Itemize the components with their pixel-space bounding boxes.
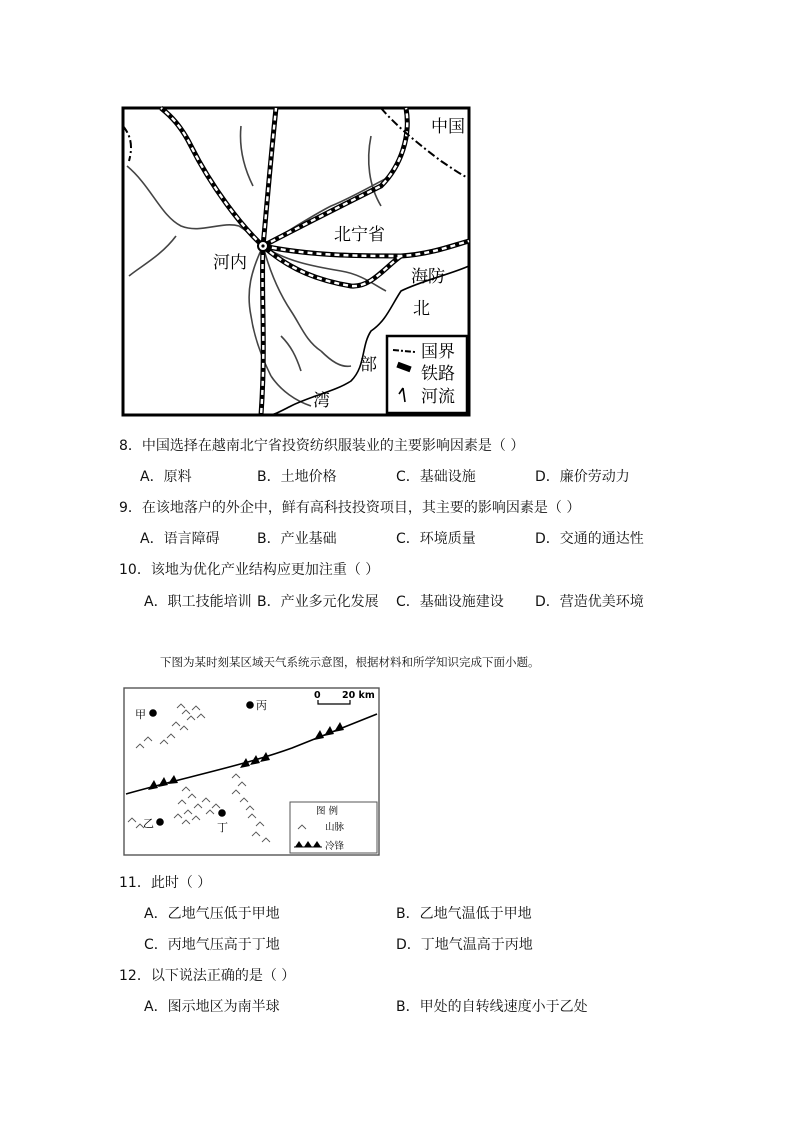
svg-text:0: 0 bbox=[314, 690, 321, 701]
label-bu: 部 bbox=[360, 355, 377, 375]
q10-option-a: A．职工技能培训 bbox=[144, 594, 252, 610]
question-12: 12．以下说法正确的是（ ） bbox=[119, 968, 296, 984]
question-9: 9．在该地落户的外企中，鲜有高科技投资项目，其主要的影响因素是（ ） bbox=[119, 500, 581, 516]
label-jia: 甲 bbox=[135, 708, 146, 721]
q11-option-d: D．丁地气温高于丙地 bbox=[396, 937, 533, 953]
label-yi: 乙 bbox=[143, 817, 154, 830]
q8-option-b: B．土地价格 bbox=[257, 469, 337, 485]
place-jia-dot bbox=[149, 709, 157, 717]
svg-text:20 km: 20 km bbox=[342, 690, 375, 701]
weather-system-map bbox=[122, 686, 382, 858]
q10-option-d: D．营造优美环境 bbox=[535, 594, 644, 610]
q9-option-a: A．语言障碍 bbox=[140, 531, 220, 547]
bac-ninh-map bbox=[121, 106, 472, 417]
svg-text:冷锋: 冷锋 bbox=[325, 841, 345, 852]
question-11: 11．此时（ ） bbox=[119, 875, 212, 891]
q11-option-c: C．丙地气压高于丁地 bbox=[144, 937, 280, 953]
map1-legend bbox=[387, 336, 467, 413]
legend-railway: 铁路 bbox=[421, 364, 455, 384]
q8-option-c: C．基础设施 bbox=[396, 469, 476, 485]
q9-option-c: C．环境质量 bbox=[396, 531, 476, 547]
q11-option-a: A．乙地气压低于甲地 bbox=[144, 906, 280, 922]
q10-option-b: B．产业多元化发展 bbox=[257, 594, 379, 610]
label-bacninh: 北宁省 bbox=[334, 225, 385, 245]
place-yi-dot bbox=[156, 818, 164, 826]
map2-legend bbox=[290, 802, 377, 853]
label-bei: 北 bbox=[413, 299, 430, 319]
question-8: 8．中国选择在越南北宁省投资纺织服装业的主要影响因素是（ ） bbox=[119, 438, 525, 454]
q12-option-a: A．图示地区为南半球 bbox=[144, 999, 280, 1015]
place-bing-dot bbox=[246, 701, 254, 709]
label-hanoi: 河内 bbox=[213, 253, 247, 273]
q10-option-c: C．基础设施建设 bbox=[396, 594, 504, 610]
legend-border: 国界 bbox=[421, 342, 455, 362]
q9-option-d: D．交通的通达性 bbox=[535, 531, 644, 547]
q8-option-a: A．原料 bbox=[140, 469, 192, 485]
section-intro: 下图为某时刻某区域天气系统示意图，根据材料和所学知识完成下面小题。 bbox=[160, 655, 540, 669]
label-wan: 湾 bbox=[313, 391, 330, 411]
label-china: 中国 bbox=[431, 117, 465, 137]
q9-option-b: B．产业基础 bbox=[257, 531, 337, 547]
label-haiphong: 海防 bbox=[411, 267, 445, 287]
svg-text:山脉: 山脉 bbox=[325, 822, 345, 833]
label-bing: 丙 bbox=[256, 699, 267, 712]
place-ding-dot bbox=[218, 809, 226, 817]
question-10: 10．该地为优化产业结构应更加注重（ ） bbox=[119, 562, 380, 578]
label-ding: 丁 bbox=[217, 821, 228, 834]
q8-option-d: D．廉价劳动力 bbox=[535, 469, 630, 485]
svg-text:图 例: 图 例 bbox=[316, 806, 339, 817]
legend-river: 河流 bbox=[421, 387, 455, 407]
q12-option-b: B．甲处的自转线速度小于乙处 bbox=[396, 999, 588, 1015]
q11-option-b: B．乙地气温低于甲地 bbox=[396, 906, 532, 922]
